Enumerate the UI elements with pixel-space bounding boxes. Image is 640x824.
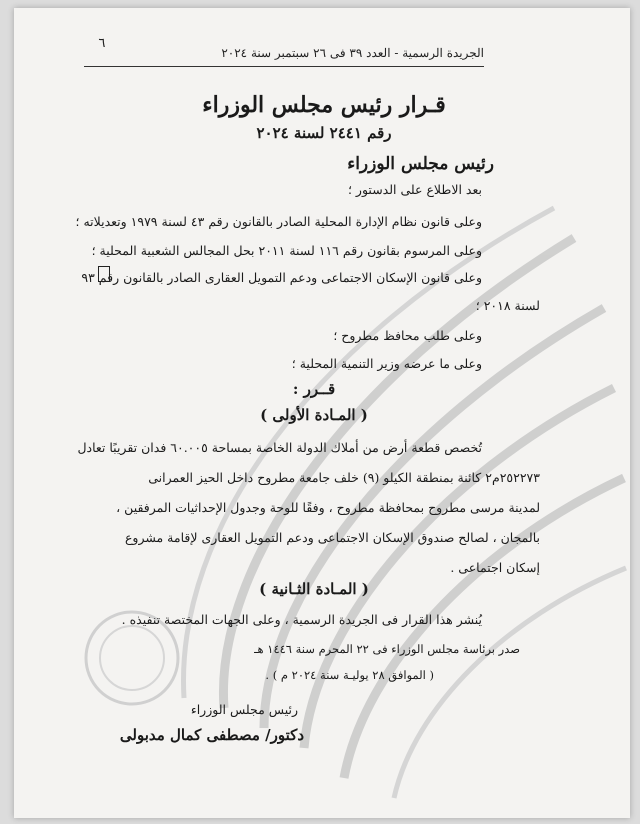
preamble-line: لسنة ٢٠١٨ ؛ — [475, 298, 540, 313]
scan-mark-icon — [98, 266, 110, 282]
preamble-line: وعلى المرسوم بقانون رقم ١١٦ لسنة ٢٠١١ بحل المجالس الشعبية المحلية ؛ — [91, 243, 482, 258]
preamble-line: وعلى طلب محافظ مطروح ؛ — [333, 328, 482, 343]
article-line: بالمجان ، لصالح صندوق الإسكان الاجتماعى ودعم التمويل العقارى لإقامة مشروع — [124, 530, 540, 545]
header-divider — [84, 66, 484, 67]
decree-word: قــرر : — [292, 380, 336, 398]
preamble-line: وعلى قانون الإسكان الاجتماعى ودعم التمويل العقارى الصادر بالقانون رقم ٩٣ — [81, 270, 482, 285]
article-line: ٢٥٢٢٧٣م٢ كائنة بمنطقة الكيلو (٩) خلف جامعة مطروح داخل الحيز العمرانى — [148, 470, 540, 485]
preamble-line: وعلى ما عرضه وزير التنمية المحلية ؛ — [291, 356, 482, 371]
page-number: ٦ — [98, 36, 106, 51]
preamble-line: وعلى قانون نظام الإدارة المحلية الصادر بالقانون رقم ٤٣ لسنة ١٩٧٩ وتعديلاته ؛ — [75, 214, 482, 229]
preamble-line: بعد الاطلاع على الدستور ؛ — [347, 182, 482, 197]
decree-title: قـرار رئيس مجلس الوزراء — [202, 92, 446, 118]
decree-number: رقم ٢٤٤١ لسنة ٢٠٢٤ — [256, 124, 392, 142]
signature-name: دكتور/ مصطفى كمال مدبولى — [119, 726, 304, 744]
article-line: لمدينة مرسى مطروح بمحافظة مطروح ، وفقًا للوحة وجدول الإحداثيات المرفقين ، — [116, 500, 540, 515]
article-heading: ( المـادة الأولى ) — [260, 406, 368, 424]
article-line: تُخصص قطعة أرض من أملاك الدولة الخاصة بمساحة ٦٠.٠٠٥ فدان تقريبًا تعادل — [77, 440, 482, 455]
signature-title: رئيس مجلس الوزراء — [190, 702, 298, 717]
corresponding-date: ( الموافق ٢٨ يوليـة سنة ٢٠٢٤ م ) . — [265, 668, 434, 682]
gazette-page — [14, 8, 630, 818]
issuer-heading: رئيس مجلس الوزراء — [347, 154, 494, 174]
gazette-header: الجريدة الرسمية - العدد ٣٩ فى ٢٦ سبتمبر سنة ٢٠٢٤ — [221, 46, 484, 60]
issued-date: صدر برئاسة مجلس الوزراء فى ٢٢ المحرم سنة ١٤٤٦ هـ — [254, 642, 520, 656]
article-line: يُنشر هذا القرار فى الجريدة الرسمية ، وعلى الجهات المختصة تنفيذه . — [121, 612, 482, 627]
article-line: إسكان اجتماعى . — [450, 560, 540, 575]
article-heading: ( المـادة الثـانية ) — [259, 580, 369, 598]
